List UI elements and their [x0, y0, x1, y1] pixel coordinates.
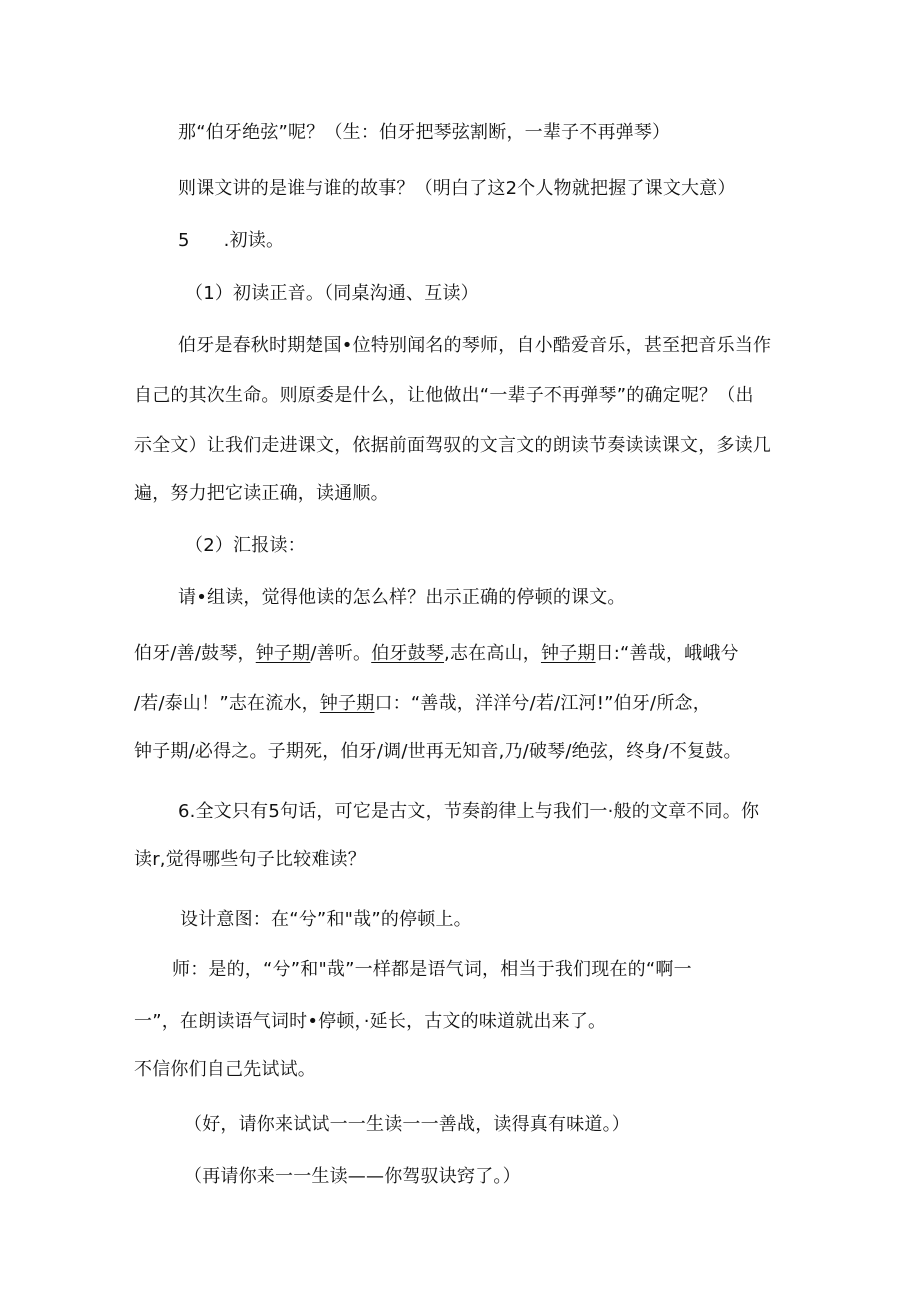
underlined-name: 钟子期	[255, 643, 311, 664]
para-1: 那“伯牙绝弦”呢？（生：伯牙把琴弦割断，一辈子不再弹琴）	[178, 122, 671, 143]
para-2: 则课文讲的是谁与谁的故事？（明白了这2个人物就把握了课文大意）	[178, 178, 736, 199]
para-8-line-2: 读r,觉得哪些句子比较难读？	[134, 849, 366, 870]
para-5-line-4: 遍，努力把它读正确，读通顺。	[134, 483, 389, 504]
text-line-1	[134, 642, 739, 666]
text-seg: 日:“善哉，峨峨兮	[595, 643, 739, 664]
text-seg: /若/泰山！”志在流水，	[134, 693, 320, 714]
para-5-line-3: 示全文）让我们走进课文，依据前面驾驭的文言文的朗读节奏读读课文，多读几	[134, 435, 771, 456]
section-5-heading	[178, 229, 284, 253]
text-seg: /善听。	[310, 643, 372, 664]
para-8-line-1: 6.全文只有5句话，可它是古文，节奏韵律上与我们一·般的文章不同。你	[178, 801, 760, 822]
para-11: 不信你们自己先试试。	[134, 1059, 316, 1080]
design-intent: 设计意图：在“兮”和"哉”的停顿上。	[180, 909, 472, 930]
para-5-line-1: 伯牙是春秋时期楚国•位特别闻名的琴师，自小酷爱音乐，甚至把音乐当作	[178, 335, 772, 356]
text-line-2	[134, 692, 711, 716]
text-seg: ,志在高山，	[444, 643, 541, 664]
para-10-line-1: 师：是的，“兮”和"哉”一样都是语气词，相当于我们现在的“啊一	[172, 959, 692, 980]
text-seg: 伯牙/善/鼓琴，	[134, 643, 256, 664]
para-5-line-2: 自己的其次生命。则原委是什么，让他做出“一辈子不再弹琴”的确定呢？（出	[134, 385, 754, 406]
para-10-line-2: 一”，在朗读语气词时•停顿，·延长，古文的味道就出来了。	[134, 1011, 607, 1032]
para-13: （再请你来一一生读——你驾驭诀窍了。）	[184, 1166, 521, 1187]
text-seg: 口：“善哉，洋洋兮/若/江河!”伯牙/所念，	[374, 693, 711, 714]
underlined-name: 钟子期	[540, 643, 596, 664]
para-7: 请•组读，觉得他读的怎么样？出示正确的停顿的课文。	[178, 587, 626, 608]
underlined-name: 钟子期	[319, 693, 375, 714]
sub-1: （1）初读正音。（同桌沟通、互读）	[185, 283, 479, 304]
section-number: 5	[178, 230, 190, 251]
underlined-phrase: 伯牙鼓琴	[371, 643, 445, 664]
sub-2: （2）汇报读：	[185, 535, 306, 556]
para-12: （好，请你来试试一一生读一一善战，读得真有味道。）	[184, 1114, 630, 1135]
text-line-3: 钟子期/必得之。子期死，伯牙/调/世再无知音,乃/破琴/绝弦，终身/不复鼓。	[134, 741, 742, 762]
section-title: .初读。	[223, 230, 285, 251]
